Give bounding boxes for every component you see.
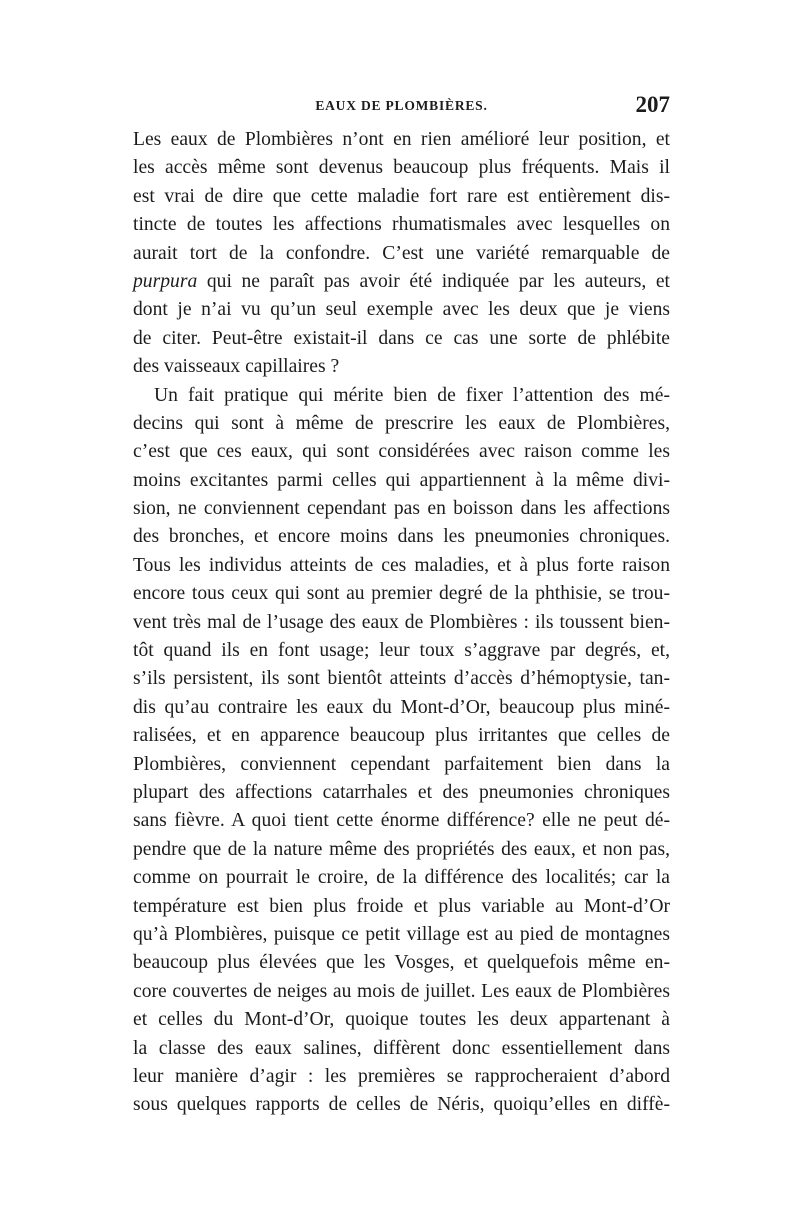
text-line: comme on pourrait le croire, de la différence des localités; car la <box>133 867 670 889</box>
text-line: dont je n’ai vu qu’un seul exemple avec les deux que je viens <box>133 299 670 321</box>
body-text <box>133 126 670 1120</box>
text-line: Un fait pratique qui mérite bien de fixer l’attention des mé- <box>154 384 670 406</box>
text-line: sion, ne conviennent cependant pas en boisson dans les affections <box>133 498 670 520</box>
text-line: aurait tort de la confondre. C’est une variété remarquable de <box>133 242 670 264</box>
text-line: leur manière d’agir : les premières se rapprocheraient d’abord <box>133 1065 670 1087</box>
text-line: les accès même sont devenus beaucoup plus fréquents. Mais il <box>133 157 670 179</box>
text-line: tincte de toutes les affections rhumatismales avec lesquelles on <box>133 214 670 236</box>
italic-term: purpura <box>133 270 198 292</box>
text-line: des vaisseaux capillaires ? <box>133 356 340 378</box>
text-line: encore tous ceux qui sont au premier degré de la phthisie, se trou- <box>133 583 670 605</box>
running-head <box>133 92 670 118</box>
text-line: s’ils persistent, ils sont bientôt atteints d’accès d’hémoptysie, tan- <box>133 668 670 690</box>
text-line: plupart des affections catarrhales et des pneumonies chroniques <box>133 781 670 803</box>
text-line: c’est que ces eaux, qui sont considérées avec raison comme les <box>133 441 670 463</box>
text-line: Plombières, conviennent cependant parfaitement bien dans la <box>133 753 670 775</box>
text-line: température est bien plus froide et plus variable au Mont-d’Or <box>133 895 670 917</box>
text-line: vent très mal de l’usage des eaux de Plombières : ils toussent bien- <box>133 611 670 633</box>
text-line: des bronches, et encore moins dans les pneumonies chroniques. <box>133 526 670 548</box>
text-line: est vrai de dire que cette maladie fort rare est entièrement dis- <box>133 185 670 207</box>
text-line: decins qui sont à même de prescrire les eaux de Plombières, <box>133 412 670 434</box>
text-line: Les eaux de Plombières n’ont en rien amélioré leur position, et <box>133 129 670 150</box>
text-fragment: qui ne paraît pas avoir été indiquée par les auteurs, et <box>206 270 670 292</box>
text-line: sans fièvre. A quoi tient cette énorme différence? elle ne peut dé- <box>133 810 670 832</box>
text-line: qu’à Plombières, puisque ce petit village est au pied de montagnes <box>133 923 670 945</box>
text-line: et celles du Mont-d’Or, quoique toutes les deux appartenant à <box>133 1009 670 1031</box>
page-number: 207 <box>635 92 670 117</box>
running-title: EAUX DE PLOMBIÈRES. <box>315 98 488 113</box>
text-line: sous quelques rapports de celles de Néris, quoiqu’elles en diffè- <box>133 1094 670 1116</box>
text-line: moins excitantes parmi celles qui appartiennent à la même divi- <box>133 469 670 491</box>
text-line: dis qu’au contraire les eaux du Mont-d’Or, beaucoup plus miné- <box>133 696 670 718</box>
text-line-mixed <box>133 268 670 296</box>
text-line: pendre que de la nature même des propriétés des eaux, et non pas, <box>133 838 670 860</box>
paragraph-2 <box>133 382 670 1120</box>
text-line: core couvertes de neiges au mois de juillet. Les eaux de Plombières <box>133 980 670 1002</box>
text-line: beaucoup plus élevées que les Vosges, et quelquefois même en- <box>133 952 670 974</box>
paragraph-1 <box>133 126 670 382</box>
text-line: Tous les individus atteints de ces maladies, et à plus forte raison <box>133 554 670 576</box>
text-line: tôt quand ils en font usage; leur toux s’aggrave par degrés, et, <box>133 640 670 662</box>
text-line: de citer. Peut-être existait-il dans ce cas une sorte de phlébite <box>133 327 670 349</box>
text-line: la classe des eaux salines, diffèrent donc essentiellement dans <box>133 1037 670 1059</box>
text-line: ralisées, et en apparence beaucoup plus irritantes que celles de <box>133 725 670 747</box>
